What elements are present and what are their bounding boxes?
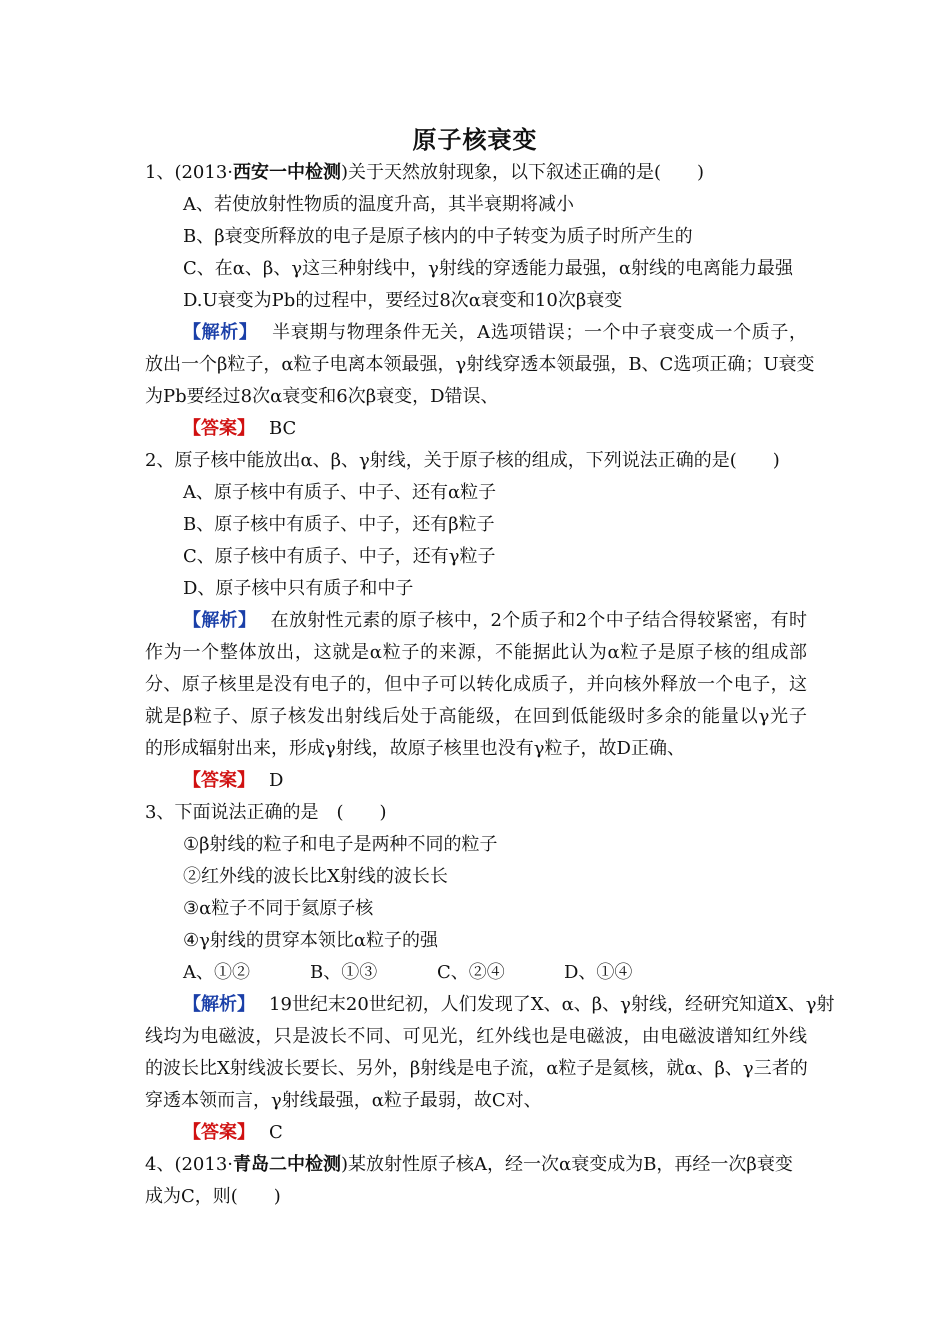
question-2-option-b: B、原子核中有质子、中子，还有β粒子 <box>183 514 495 535</box>
question-4-stem <box>145 1152 793 1178</box>
question-4-stem-continued: 成为C，则( ) <box>145 1186 281 1207</box>
analysis-tag: 【解析】 <box>183 994 255 1015</box>
question-1-option-b: B、β衰变所释放的电子是原子核内的中子转变为质子时所产生的 <box>183 226 693 247</box>
question-2-analysis-line: 【解析】 在放射性元素的原子核中，2个质子和2个中子结合得较紧密，有时 <box>183 610 808 631</box>
question-3-analysis-line: 线均为电磁波，只是波长不同、可见光，红外线也是电磁波，由电磁波谱知红外线 <box>145 1026 807 1047</box>
question-3-choice-d: D、①④ <box>564 962 633 983</box>
question-3-answer <box>183 1120 283 1146</box>
question-3-choice-b: B、①③ <box>310 962 378 983</box>
answer-tag: 【答案】 <box>183 1122 255 1143</box>
question-2-analysis-line: 就是β粒子、原子核发出射线后处于高能级，在回到低能级时多余的能量以γ光子 <box>145 706 807 727</box>
question-2-option-a: A、原子核中有质子、中子、还有α粒子 <box>183 482 497 503</box>
page-title: 原子核衰变 <box>412 125 538 154</box>
question-4-number: 4、(2013· <box>145 1154 234 1175</box>
question-3-choices <box>183 960 691 986</box>
question-3-choice-a: A、①② <box>183 962 250 983</box>
question-2-answer-value: D <box>269 770 284 791</box>
question-4-source: 青岛二中检测 <box>233 1154 342 1175</box>
question-1-answer-value: BC <box>269 418 297 439</box>
question-2-analysis-line: 作为一个整体放出，这就是α粒子的来源，不能据此认为α粒子是原子核的组成部 <box>145 642 807 663</box>
question-1-answer <box>183 416 296 442</box>
question-3-stem: 3、下面说法正确的是 ( ) <box>145 802 387 823</box>
analysis-tag: 【解析】 <box>183 322 258 343</box>
analysis-tag: 【解析】 <box>183 610 257 631</box>
question-1-stem <box>145 160 704 186</box>
answer-tag: 【答案】 <box>183 418 255 439</box>
question-4-text: )某放射性原子核A，经一次α衰变成为B，再经一次β衰变 <box>341 1154 793 1175</box>
question-2-analysis-line: 的形成辐射出来，形成γ射线，故原子核里也没有γ粒子，故D正确、 <box>145 738 685 759</box>
question-1-option-d: D.U衰变为Pb的过程中，要经过8次α衰变和10次β衰变 <box>183 290 623 311</box>
question-3-statement-3: ③α粒子不同于氦原子核 <box>183 898 374 919</box>
question-3-answer-value: C <box>269 1122 283 1143</box>
question-2-option-c: C、原子核中有质子、中子，还有γ粒子 <box>183 546 496 567</box>
question-1-text: )关于天然放射现象，以下叙述正确的是( ) <box>341 162 705 183</box>
question-1-analysis-line: 放出一个β粒子，α粒子电离本领最强，γ射线穿透本领最强，B、C选项正确；U衰变 <box>145 354 815 375</box>
question-2-option-d: D、原子核中只有质子和中子 <box>183 578 414 599</box>
question-1-number: 1、(2013· <box>145 162 234 183</box>
question-3-analysis-line: 【解析】 19世纪末20世纪初，人们发现了X、α、β、γ射线，经研究知道X、γ射 <box>183 994 835 1015</box>
question-2-answer <box>183 768 283 794</box>
question-1-source: 西安一中检测 <box>233 162 342 183</box>
answer-tag: 【答案】 <box>183 770 255 791</box>
question-3-analysis-line: 穿透本领而言，γ射线最强，α粒子最弱，故C对、 <box>145 1090 542 1111</box>
question-1-option-a: A、若使放射性物质的温度升高，其半衰期将减小 <box>183 194 574 215</box>
question-3-statement-2: ②红外线的波长比X射线的波长长 <box>183 866 448 887</box>
question-3-analysis-line: 的波长比X射线波长要长、另外，β射线是电子流，α粒子是氦核，就α、β、γ三者的 <box>145 1058 808 1079</box>
question-3-statement-4: ④γ射线的贯穿本领比α粒子的强 <box>183 930 439 951</box>
question-3-choice-c: C、②④ <box>437 962 505 983</box>
question-2-analysis-line: 分、原子核里是没有电子的，但中子可以转化成质子，并向核外释放一个电子，这 <box>145 674 807 695</box>
question-1-analysis-line: 为Pb要经过8次α衰变和6次β衰变，D错误、 <box>145 386 499 407</box>
question-2-stem: 2、原子核中能放出α、β、γ射线，关于原子核的组成，下列说法正确的是( ) <box>145 450 780 471</box>
question-3-statement-1: ①β射线的粒子和电子是两种不同的粒子 <box>183 834 498 855</box>
question-1-analysis-line: 【解析】 半衰期与物理条件无关，A选项错误；一个中子衰变成一个质子， <box>183 322 807 343</box>
question-1-option-c: C、在α、β、γ这三种射线中，γ射线的穿透能力最强，α射线的电离能力最强 <box>183 258 794 279</box>
